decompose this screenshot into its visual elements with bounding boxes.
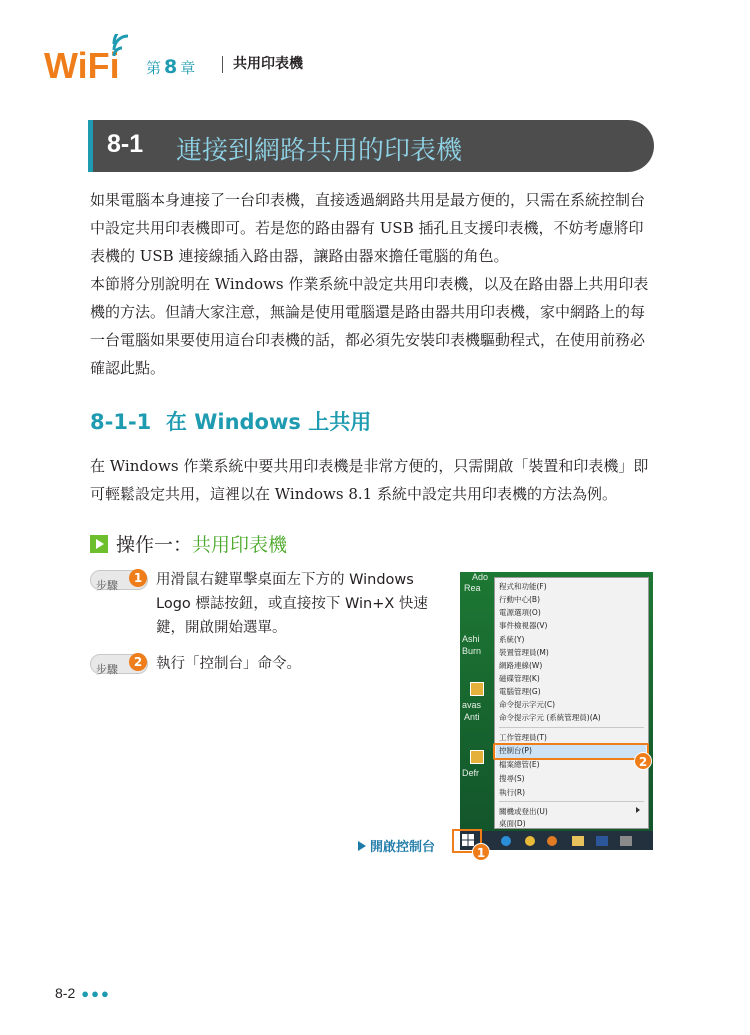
section-banner-accent — [88, 120, 93, 172]
step-number-circle: 1 — [129, 569, 147, 587]
desktop-icon-label: Defr — [462, 768, 480, 778]
menu-item-control-panel[interactable]: 控制台(P) — [496, 744, 646, 758]
menu-separator — [499, 801, 644, 802]
operation-heading — [90, 530, 287, 557]
subsection-number: 8-1-1 — [90, 410, 152, 434]
desktop-icon-label: Burn — [462, 646, 482, 656]
intro-paragraph: 如果電腦本身連接了一台印表機，直接透過網路共用是最方便的，只需在系統控制台中設定共用印表機即可。若是您的路由器有 USB 插孔且支援印表機，不妨考慮將印表機的 USB 連接線插入路由器，讓路由器來擔任電腦的角色。 — [90, 191, 646, 265]
section-number: 8-1 — [107, 130, 144, 158]
menu-item-file-explorer[interactable]: 檔案總管(E) — [499, 760, 540, 769]
start-menu-screenshot — [460, 572, 653, 850]
desktop-app-icon — [470, 682, 484, 696]
caption-arrow-icon — [358, 841, 366, 851]
menu-item-power-options[interactable]: 電源選項(O) — [499, 608, 541, 617]
chapter-number: 8 — [164, 56, 178, 78]
menu-item-desktop[interactable]: 桌面(D) — [499, 819, 526, 828]
desktop-icon-label: Anti — [464, 712, 480, 722]
chapter-suffix: 章 — [180, 59, 196, 77]
chapter-prefix: 第 — [146, 59, 162, 77]
svg-text:WiFi: WiFi — [44, 45, 120, 84]
callout-1: 1 — [472, 843, 490, 861]
taskbar-app-icons — [500, 834, 640, 848]
winx-context-menu — [494, 577, 649, 829]
menu-item-search[interactable]: 搜尋(S) — [499, 774, 525, 783]
desktop-icon-label: Ashi — [462, 634, 480, 644]
step-2 — [90, 652, 440, 678]
menu-item-device-manager[interactable]: 裝置管理員(M) — [499, 648, 549, 657]
operation-label: 操作一： — [116, 534, 193, 556]
step-1 — [90, 568, 440, 648]
step-number-circle: 2 — [129, 653, 147, 671]
operation-title: 共用印表機 — [192, 534, 288, 556]
submenu-arrow-icon — [636, 807, 640, 813]
menu-item-system[interactable]: 系統(Y) — [499, 635, 525, 644]
callout-2: 2 — [634, 752, 652, 770]
step-badge: 步驟 — [90, 654, 148, 674]
notice-paragraph: 本節將分別說明在 Windows 作業系統中設定共用印表機，以及在路由器上共用印表機的方法。但請大家注意，無論是使用電腦還是路由器共用印表機，家中網路上的每一台電腦如果要使用這台印表機的話，都必須先安裝印表機驅動程式，在使用前務必確認此點。 — [90, 275, 649, 377]
play-arrow-icon — [90, 535, 108, 553]
menu-item-command-prompt-admin[interactable]: 命令提示字元 (系統管理員)(A) — [499, 713, 601, 722]
menu-separator — [499, 727, 644, 728]
step-badge: 步驟 — [90, 570, 148, 590]
page-header — [44, 34, 444, 84]
wifi-logo — [44, 34, 144, 84]
subsection-paragraph: 在 Windows 作業系統中要共用印表機是非常方便的，只需開啟「裝置和印表機」即可輕鬆設定共用，這裡以在 Windows 8.1 系統中設定共用印表機的方法為例。 — [90, 457, 649, 503]
page-number: 8-2 ●●● — [55, 985, 111, 1001]
step-text: 用滑鼠右鍵單擊桌面左下方的 Windows Logo 標誌按鈕，或直接按下 Win+X 快速鍵，開啟開始選單。 — [156, 572, 428, 636]
chapter-title: 共用印表機 — [222, 56, 303, 73]
menu-item-disk-management[interactable]: 磁碟管理(K) — [499, 674, 540, 683]
menu-item-run[interactable]: 執行(R) — [499, 788, 526, 797]
control-panel-highlight — [493, 743, 649, 760]
menu-item-action-center[interactable]: 行動中心(B) — [499, 595, 540, 604]
step-text: 執行「控制台」命令。 — [156, 656, 301, 672]
page-dots: ●●● — [81, 986, 111, 1001]
windows-logo-icon[interactable] — [462, 834, 474, 846]
menu-item-task-manager[interactable]: 工作管理員(T) — [499, 733, 547, 742]
screenshot-caption: 開啟控制台 — [358, 836, 435, 855]
menu-item-event-viewer[interactable]: 事件檢視器(V) — [499, 621, 548, 630]
menu-item-shutdown-signout[interactable]: 關機或登出(U) — [499, 807, 548, 816]
chapter-label — [146, 56, 195, 78]
desktop-icon-label: Rea — [464, 583, 481, 593]
subsection-heading — [90, 406, 371, 436]
desktop-app-icon — [470, 750, 484, 764]
subsection-title: 在 Windows 上共用 — [165, 410, 372, 434]
menu-item-network-connections[interactable]: 網路連線(W) — [499, 661, 543, 670]
section-title: 連接到網路共用的印表機 — [176, 136, 463, 166]
desktop-icon-label: Ado — [472, 572, 489, 582]
menu-item-computer-management[interactable]: 電腦管理(G) — [499, 687, 541, 696]
desktop-icon-label: avas — [462, 700, 482, 710]
menu-item-command-prompt[interactable]: 命令提示字元(C) — [499, 700, 556, 709]
menu-item-programs-features[interactable]: 程式和功能(F) — [499, 582, 547, 591]
